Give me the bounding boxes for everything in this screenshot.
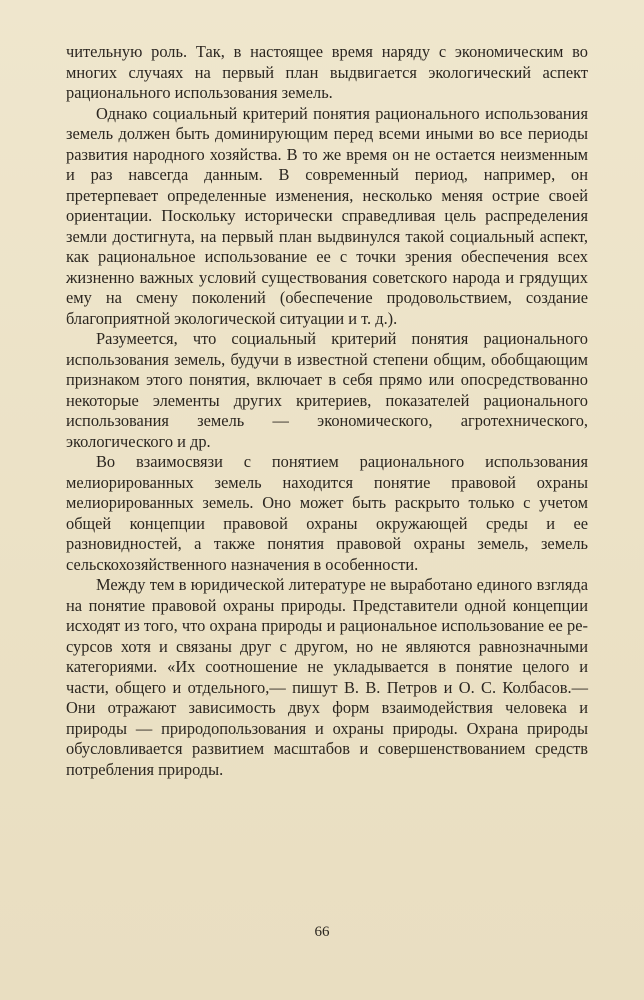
paragraph-1: чительную роль. Так, в настоящее время наряду с экономическим во многих случаях на первый план выдвигается экологический аспект рационального использования земель. [66,42,588,102]
paragraph-4: Во взаимосвязи с понятием рационального использования мелиорированных земель находится понятие правовой охраны мелиорированных земель. Оно может быть раскрыто только с учетом общей концепции правовой охраны окружающей среды и ее разновидностей, а также понятия правовой охраны земель, земель сельскохозяйственного назначения в особенности. [66,452,588,574]
page-number: 66 [314,924,330,940]
paragraph-2: Однако социальный критерий понятия рационального использования земель должен быть доминирующим перед всеми иными во все периоды развития народного хозяйства. В то же время он не остается неизменным и раз навсегда данным. В современный период, например, он претерпевает определенные изменения, несколько меняя острие своей ориентации. Поскольку исторически справедливая цель распределения земли достигнута, на первый план выдвинулся такой социальный аспект, как рациональное использование ее с точки зрения обеспечения всех жизненно важных условий существования советского народа и грядущих ему на смену поколений (обеспечение продовольствием, создание благоприятной экологической ситуации и т. д.). [66,103,588,328]
paragraph-5: Между тем в юридической литературе не выработано единого взгляда на понятие правовой охраны природы. Представители одной концепции исходят из того, что охрана природы и рациональное использование ее ресурсов хотя и связаны друг с другом, но не являются равнозначными категориями. «Их соотношение не укладывается в понятие целого и части, общего и отдельного,— пишут В. В. Петров и О. С. Колбасов.— Они отражают зависимость двух форм взаимодействия человека и природы — природопользования и охраны природы. Охрана природы обусловливается развитием масштабов и совершенствованием средств потребления природы. [66,575,588,779]
paragraph-3: Разумеется, что социальный критерий понятия рационального использования земель, будучи в известной степени общим, обобщающим признаком этого понятия, включает в себя прямо или опосредствованно некоторые элементы других критериев, показателей рационального использования земель — экономического, агротехнического, экологического и др. [66,329,588,451]
page-body-text [66,42,588,780]
